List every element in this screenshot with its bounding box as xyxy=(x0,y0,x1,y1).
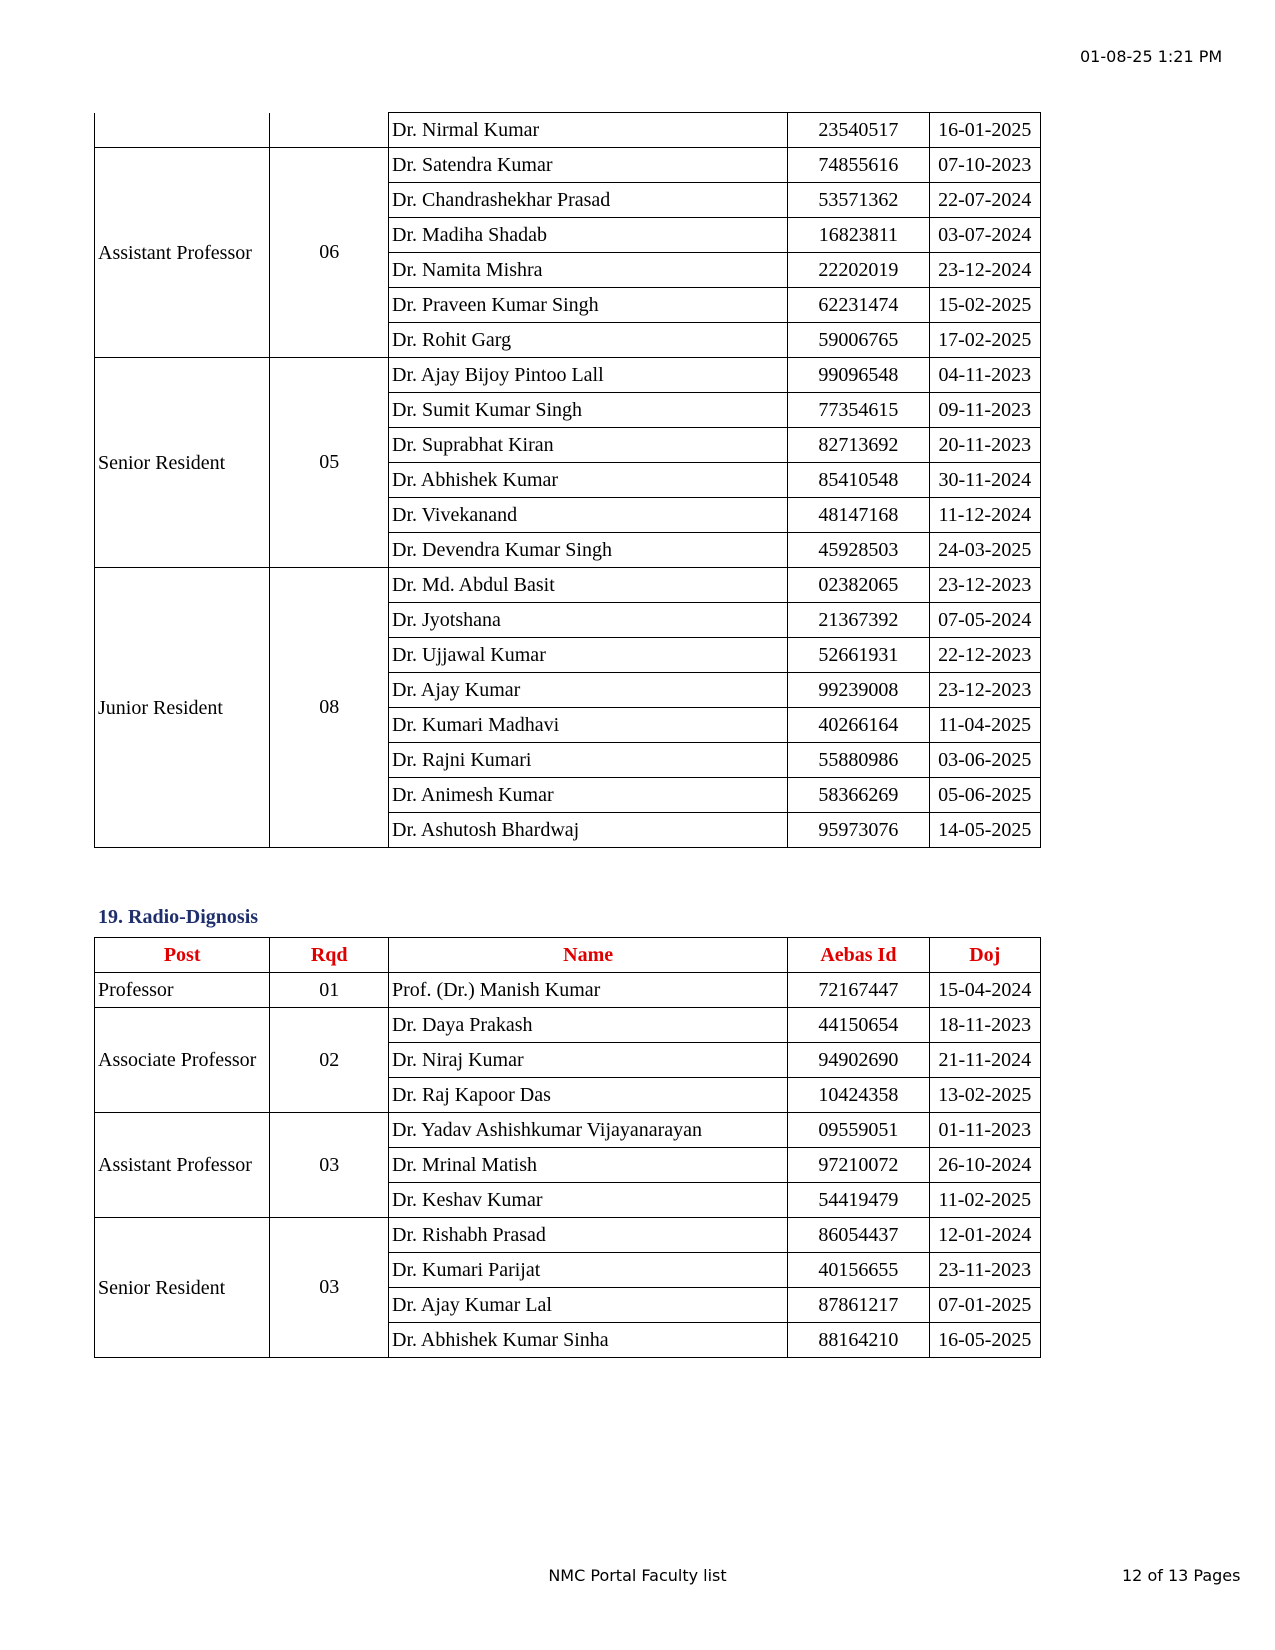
doj-cell: 23-11-2023 xyxy=(929,1253,1040,1288)
aebas-id-cell: 99239008 xyxy=(788,673,929,708)
doj-cell: 23-12-2023 xyxy=(929,568,1040,603)
aebas-id-cell: 95973076 xyxy=(788,813,929,848)
name-cell: Dr. Abhishek Kumar Sinha xyxy=(389,1323,788,1358)
column-header-aebas-id: Aebas Id xyxy=(788,938,929,973)
post-cell: Professor xyxy=(95,973,270,1008)
doj-cell: 04-11-2023 xyxy=(929,358,1040,393)
doj-cell: 12-01-2024 xyxy=(929,1218,1040,1253)
name-cell: Dr. Rajni Kumari xyxy=(389,743,788,778)
aebas-id-cell: 88164210 xyxy=(788,1323,929,1358)
doj-cell: 14-05-2025 xyxy=(929,813,1040,848)
doj-cell: 11-12-2024 xyxy=(929,498,1040,533)
aebas-id-cell: 77354615 xyxy=(788,393,929,428)
footer-title: NMC Portal Faculty list xyxy=(548,1566,727,1585)
rqd-cell: 05 xyxy=(270,358,389,568)
aebas-id-cell: 52661931 xyxy=(788,638,929,673)
name-cell: Dr. Niraj Kumar xyxy=(389,1043,788,1078)
name-cell: Dr. Devendra Kumar Singh xyxy=(389,533,788,568)
table-row xyxy=(95,358,1041,393)
aebas-id-cell: 74855616 xyxy=(788,148,929,183)
aebas-id-cell: 59006765 xyxy=(788,323,929,358)
post-cell: Associate Professor xyxy=(95,1008,270,1113)
name-cell: Dr. Nirmal Kumar xyxy=(389,113,788,148)
rqd-cell: 01 xyxy=(270,973,389,1008)
rqd-cell: 08 xyxy=(270,568,389,848)
aebas-id-cell: 02382065 xyxy=(788,568,929,603)
column-header-rqd: Rqd xyxy=(270,938,389,973)
faculty-table-continued-body xyxy=(95,113,1041,848)
name-cell: Dr. Ashutosh Bhardwaj xyxy=(389,813,788,848)
name-cell: Dr. Mrinal Matish xyxy=(389,1148,788,1183)
rqd-cell: 03 xyxy=(270,1218,389,1358)
doj-cell: 18-11-2023 xyxy=(929,1008,1040,1043)
table-row xyxy=(95,148,1041,183)
aebas-id-cell: 53571362 xyxy=(788,183,929,218)
doj-cell: 07-10-2023 xyxy=(929,148,1040,183)
aebas-id-cell: 58366269 xyxy=(788,778,929,813)
doj-cell: 16-05-2025 xyxy=(929,1323,1040,1358)
aebas-id-cell: 10424358 xyxy=(788,1078,929,1113)
table-header-row xyxy=(95,938,1041,973)
aebas-id-cell: 45928503 xyxy=(788,533,929,568)
aebas-id-cell: 94902690 xyxy=(788,1043,929,1078)
doj-cell: 13-02-2025 xyxy=(929,1078,1040,1113)
name-cell: Dr. Madiha Shadab xyxy=(389,218,788,253)
doj-cell: 24-03-2025 xyxy=(929,533,1040,568)
post-cell: Assistant Professor xyxy=(95,148,270,358)
rqd-cell: 03 xyxy=(270,1113,389,1218)
aebas-id-cell: 09559051 xyxy=(788,1113,929,1148)
post-cell: Senior Resident xyxy=(95,1218,270,1358)
column-header-name: Name xyxy=(389,938,788,973)
doj-cell: 01-11-2023 xyxy=(929,1113,1040,1148)
rqd-cell: 02 xyxy=(270,1008,389,1113)
aebas-id-cell: 87861217 xyxy=(788,1288,929,1323)
name-cell: Dr. Keshav Kumar xyxy=(389,1183,788,1218)
name-cell: Dr. Rohit Garg xyxy=(389,323,788,358)
doj-cell: 22-07-2024 xyxy=(929,183,1040,218)
post-cell: Senior Resident xyxy=(95,358,270,568)
name-cell: Dr. Rishabh Prasad xyxy=(389,1218,788,1253)
aebas-id-cell: 54419479 xyxy=(788,1183,929,1218)
doj-cell: 09-11-2023 xyxy=(929,393,1040,428)
name-cell: Dr. Satendra Kumar xyxy=(389,148,788,183)
aebas-id-cell: 21367392 xyxy=(788,603,929,638)
doj-cell: 26-10-2024 xyxy=(929,1148,1040,1183)
aebas-id-cell: 55880986 xyxy=(788,743,929,778)
name-cell: Dr. Raj Kapoor Das xyxy=(389,1078,788,1113)
name-cell: Dr. Jyotshana xyxy=(389,603,788,638)
doj-cell: 07-05-2024 xyxy=(929,603,1040,638)
doj-cell: 17-02-2025 xyxy=(929,323,1040,358)
rqd-cell: 06 xyxy=(270,148,389,358)
name-cell: Dr. Chandrashekhar Prasad xyxy=(389,183,788,218)
name-cell: Dr. Daya Prakash xyxy=(389,1008,788,1043)
doj-cell: 30-11-2024 xyxy=(929,463,1040,498)
name-cell: Dr. Ajay Kumar Lal xyxy=(389,1288,788,1323)
aebas-id-cell: 97210072 xyxy=(788,1148,929,1183)
table-row xyxy=(95,1113,1041,1148)
name-cell: Prof. (Dr.) Manish Kumar xyxy=(389,973,788,1008)
table-row xyxy=(95,1218,1041,1253)
doj-cell: 03-07-2024 xyxy=(929,218,1040,253)
doj-cell: 23-12-2023 xyxy=(929,673,1040,708)
name-cell: Dr. Sumit Kumar Singh xyxy=(389,393,788,428)
name-cell: Dr. Yadav Ashishkumar Vijayanarayan xyxy=(389,1113,788,1148)
doj-cell: 03-06-2025 xyxy=(929,743,1040,778)
aebas-id-cell: 16823811 xyxy=(788,218,929,253)
doj-cell: 16-01-2025 xyxy=(929,113,1040,148)
aebas-id-cell: 72167447 xyxy=(788,973,929,1008)
aebas-id-cell: 99096548 xyxy=(788,358,929,393)
aebas-id-cell: 48147168 xyxy=(788,498,929,533)
aebas-id-cell: 22202019 xyxy=(788,253,929,288)
column-header-doj: Doj xyxy=(929,938,1040,973)
doj-cell: 11-04-2025 xyxy=(929,708,1040,743)
name-cell: Dr. Namita Mishra xyxy=(389,253,788,288)
doj-cell: 05-06-2025 xyxy=(929,778,1040,813)
doj-cell: 11-02-2025 xyxy=(929,1183,1040,1218)
name-cell: Dr. Ajay Kumar xyxy=(389,673,788,708)
name-cell: Dr. Kumari Madhavi xyxy=(389,708,788,743)
post-cell-empty xyxy=(95,113,270,148)
aebas-id-cell: 44150654 xyxy=(788,1008,929,1043)
faculty-table-continued xyxy=(94,112,1041,848)
aebas-id-cell: 23540517 xyxy=(788,113,929,148)
doj-cell: 22-12-2023 xyxy=(929,638,1040,673)
name-cell: Dr. Suprabhat Kiran xyxy=(389,428,788,463)
name-cell: Dr. Abhishek Kumar xyxy=(389,463,788,498)
name-cell: Dr. Ujjawal Kumar xyxy=(389,638,788,673)
doj-cell: 21-11-2024 xyxy=(929,1043,1040,1078)
rqd-cell-empty xyxy=(270,113,389,148)
table-row xyxy=(95,973,1041,1008)
table-row xyxy=(95,568,1041,603)
doj-cell: 15-02-2025 xyxy=(929,288,1040,323)
aebas-id-cell: 86054437 xyxy=(788,1218,929,1253)
radio-diagnosis-table xyxy=(94,937,1041,1358)
column-header-post: Post xyxy=(95,938,270,973)
radio-diagnosis-table-body xyxy=(95,973,1041,1358)
doj-cell: 07-01-2025 xyxy=(929,1288,1040,1323)
section-title: 19. Radio-Dignosis xyxy=(98,906,259,928)
post-cell: Assistant Professor xyxy=(95,1113,270,1218)
print-timestamp: 01-08-25 1:21 PM xyxy=(1080,47,1223,66)
name-cell: Dr. Md. Abdul Basit xyxy=(389,568,788,603)
aebas-id-cell: 82713692 xyxy=(788,428,929,463)
table-row xyxy=(95,113,1041,148)
name-cell: Dr. Ajay Bijoy Pintoo Lall xyxy=(389,358,788,393)
name-cell: Dr. Vivekanand xyxy=(389,498,788,533)
table-row xyxy=(95,1008,1041,1043)
aebas-id-cell: 62231474 xyxy=(788,288,929,323)
doj-cell: 20-11-2023 xyxy=(929,428,1040,463)
name-cell: Dr. Kumari Parijat xyxy=(389,1253,788,1288)
post-cell: Junior Resident xyxy=(95,568,270,848)
doj-cell: 15-04-2024 xyxy=(929,973,1040,1008)
aebas-id-cell: 40156655 xyxy=(788,1253,929,1288)
name-cell: Dr. Animesh Kumar xyxy=(389,778,788,813)
aebas-id-cell: 85410548 xyxy=(788,463,929,498)
page-number: 12 of 13 Pages xyxy=(1122,1566,1241,1585)
name-cell: Dr. Praveen Kumar Singh xyxy=(389,288,788,323)
doj-cell: 23-12-2024 xyxy=(929,253,1040,288)
aebas-id-cell: 40266164 xyxy=(788,708,929,743)
